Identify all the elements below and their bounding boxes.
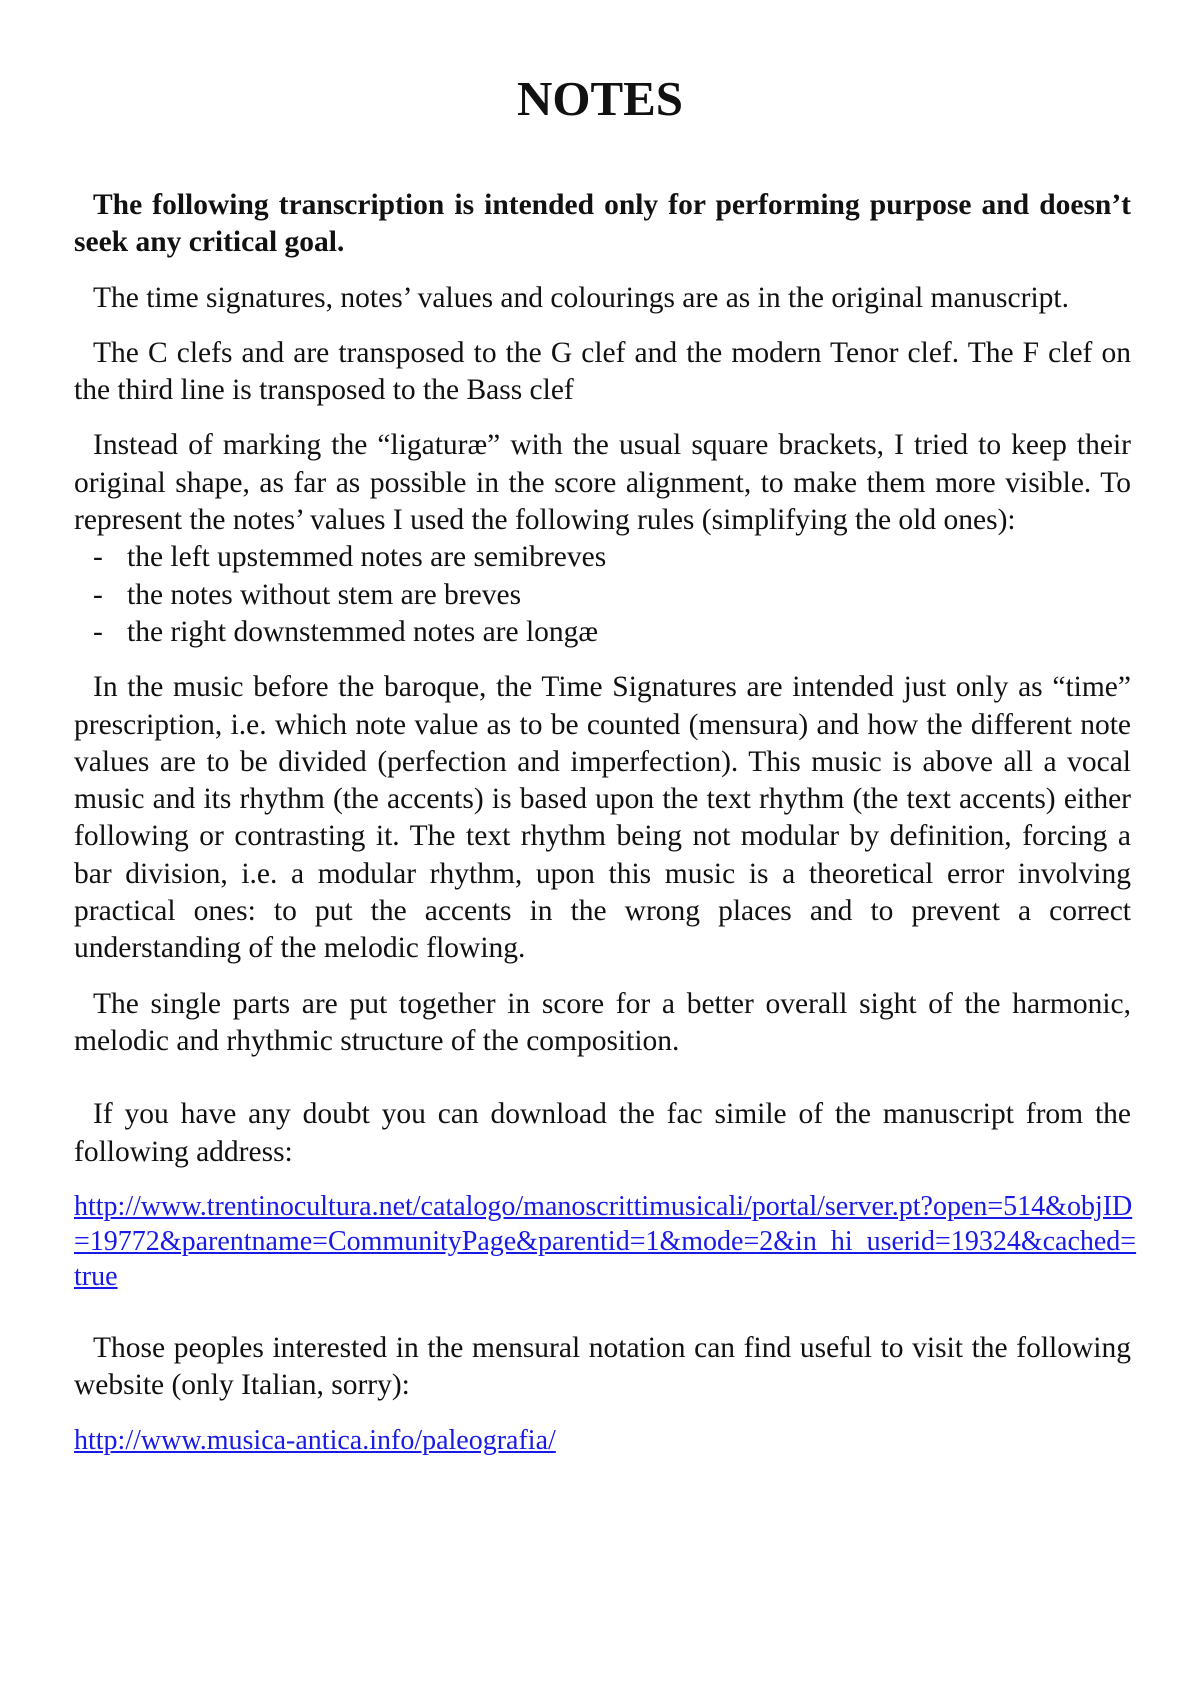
paleografia-link[interactable]: http://www.musica-antica.info/paleografia/ (74, 1425, 556, 1457)
page-title: NOTES (516, 71, 684, 126)
rule-item (74, 539, 1131, 576)
mensural-paragraph: Those peoples interested in the mensural notation can find useful to visit the following website (only Italian, sorry): (74, 1331, 1131, 1402)
rule-text: the notes without stem are breves (127, 578, 522, 611)
manuscript-link[interactable]: http://www.trentinocultura.net/catalogo/manoscrittimusicali/portal/server.pt?open=514&objID=19772&parentname=CommunityPage&parentid=1&mode=2&in_hi_userid=19324&cached=true (74, 1190, 1137, 1292)
rule-item (74, 577, 1131, 614)
score-paragraph: The single parts are put together in score for a better overall sight of the harmonic, melodic and rhythmic structure of the composition. (74, 987, 1131, 1057)
notes-body (74, 187, 1137, 1460)
rule-item (74, 614, 1131, 651)
time-signatures-paragraph: The time signatures, notes’ values and colourings are as in the original manuscript. (93, 281, 1069, 314)
doubt-paragraph: If you have any doubt you can download the fac simile of the manuscript from the following address: (74, 1098, 1131, 1168)
rule-dash: - (93, 615, 103, 648)
clefs-paragraph: The C clefs and are transposed to the G clef and the modern Tenor clef. The F clef on the third line is transposed to the Bass clef (74, 336, 1131, 407)
note-value-rules (74, 539, 1131, 651)
paleografia-link-row (74, 1422, 1131, 1459)
rule-text: the left upstemmed notes are semibreves (127, 541, 607, 574)
rule-dash: - (93, 541, 103, 574)
rule-text: the right downstemmed notes are longæ (127, 615, 599, 648)
intro-paragraph: The following transcription is intended only for performing purpose and doesn’t seek any critical goal. (74, 189, 1131, 259)
ligatures-paragraph: Instead of marking the “ligaturæ” with the usual square brackets, I tried to keep their original shape, as far as possible in the score alignment, to make them more visible. To represent the notes’ values I used the following rules (simplifying the old ones): (74, 429, 1131, 537)
baroque-paragraph: In the music before the baroque, the Time Signatures are intended just only as “time” prescription, i.e. which note value as to be counted (mensura) and how the different note values are to be divided (perfection and imperfection). This music is above all a vocal music and its rhythm (the accents) is based upon the text rhythm (the text accents) either following or contrasting it. The text rhythm being not modular by definition, forcing a bar division, i.e. a modular rhythm, upon this music is a theoretical error involving practical ones: to put the accents in the wrong places and to prevent a correct understanding of the melodic flowing. (74, 671, 1131, 965)
rule-dash: - (93, 578, 103, 611)
